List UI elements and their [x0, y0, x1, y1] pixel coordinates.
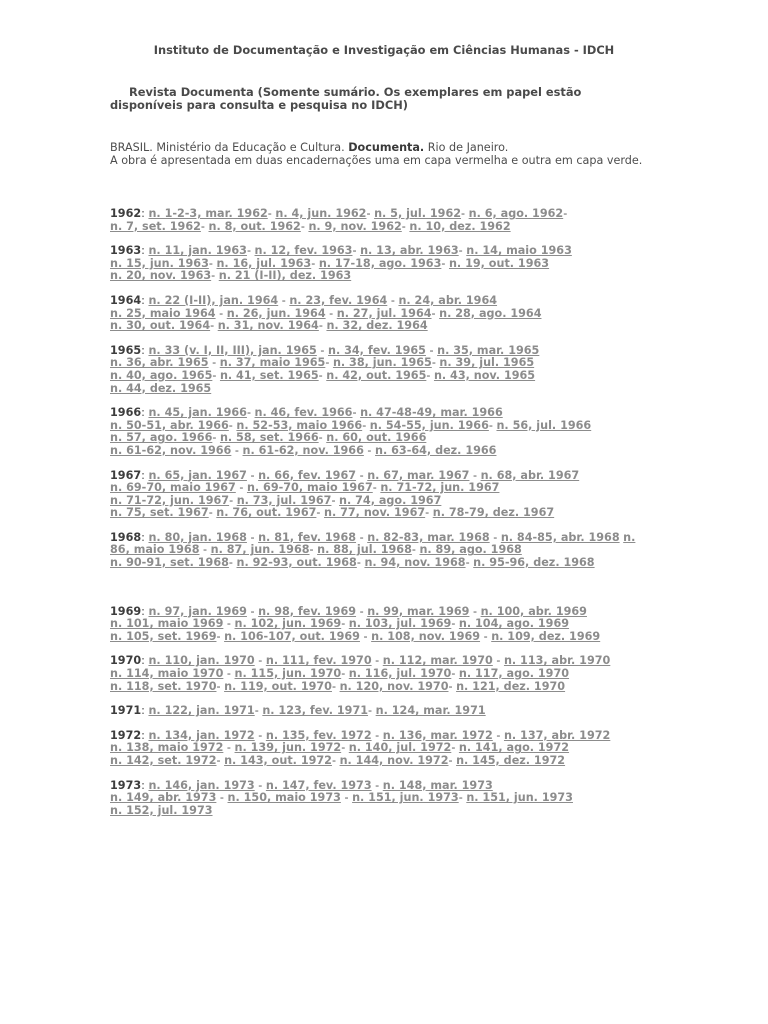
- separator: -: [371, 728, 383, 742]
- separator: -: [469, 604, 481, 618]
- bibliographic-reference: [110, 141, 690, 167]
- issue-link[interactable]: n. 71-72, jun. 1967: [110, 493, 230, 507]
- issue-line: [110, 705, 650, 718]
- issue-link[interactable]: n. 108, nov. 1969: [371, 629, 481, 643]
- reference-note: A obra é apresentada em duas encadernações uma em capa vermelha e outra em capa verde.: [110, 154, 643, 167]
- separator: -: [488, 418, 497, 432]
- issue-link[interactable]: n. 95-96, dez. 1968: [473, 556, 595, 570]
- issue-link[interactable]: n. 138, maio 1972: [110, 741, 224, 755]
- separator: -: [331, 493, 340, 507]
- issue-link[interactable]: n. 21 (I-II), dez. 1963: [218, 269, 352, 283]
- issue-link[interactable]: n. 120, nov. 1970: [339, 679, 449, 693]
- separator: -: [254, 728, 266, 742]
- issue-line: [110, 270, 650, 283]
- issue-link[interactable]: n. 52-53, maio 1966: [236, 418, 363, 432]
- year-label: 1969: [110, 604, 142, 618]
- issue-line: [110, 383, 650, 396]
- year-block-1973: [110, 780, 650, 818]
- issue-link[interactable]: n. 16, jul. 1963: [216, 256, 312, 270]
- issue-link[interactable]: n. 66, fev. 1967: [258, 468, 357, 482]
- issue-link[interactable]: n. 19, out. 1963: [448, 256, 550, 270]
- separator: -: [254, 654, 266, 668]
- year-label: 1973: [110, 778, 142, 792]
- separator: -: [318, 431, 327, 445]
- issue-line: [110, 221, 650, 234]
- issue-link[interactable]: n. 12, fev. 1963: [254, 244, 353, 258]
- separator: -: [362, 418, 370, 432]
- separator: -: [246, 530, 259, 544]
- year-colon: :: [141, 343, 149, 357]
- issue-link[interactable]: n. 77, nov. 1967: [324, 506, 426, 520]
- separator: -: [448, 679, 457, 693]
- separator: -: [212, 431, 220, 445]
- issue-link[interactable]: n. 115, jun. 1970: [234, 667, 342, 681]
- issue-link[interactable]: n. 122, jan. 1971: [148, 704, 255, 718]
- separator: -: [300, 219, 309, 233]
- issue-link[interactable]: n. 148, mar. 1973: [382, 778, 493, 792]
- issue-link[interactable]: n. 17-18, ago. 1963: [318, 256, 442, 270]
- issue-link[interactable]: n. 54-55, jun. 1966: [369, 418, 489, 432]
- issue-link[interactable]: n. 94, nov. 1968: [364, 556, 466, 570]
- year-label: 1965: [110, 343, 142, 357]
- issue-link[interactable]: n. 111, fev. 1970: [265, 654, 372, 668]
- issue-line: [110, 631, 650, 644]
- separator: -: [311, 256, 319, 270]
- issue-link[interactable]: n. 24, abr. 1964: [398, 293, 498, 307]
- issue-link[interactable]: n. 61-62, nov. 1966: [110, 443, 232, 457]
- separator: -: [309, 543, 318, 557]
- issue-link[interactable]: n. 28, ago. 1964: [439, 306, 542, 320]
- issue-link[interactable]: n. 100, abr. 1969: [480, 604, 587, 618]
- issue-link[interactable]: n. 145, dez. 1972: [456, 754, 566, 767]
- page-title: Instituto de Documentação e Investigação em Ciências Humanas - IDCH: [153, 43, 615, 57]
- year-label: 1966: [110, 406, 142, 420]
- separator: -: [216, 791, 228, 805]
- issue-link[interactable]: n. 1-2-3, mar. 1962: [148, 207, 268, 220]
- issue-link[interactable]: n. 150, maio 1973: [227, 791, 341, 805]
- issue-link[interactable]: n. 63-64, dez. 1966: [375, 443, 497, 457]
- separator: -: [228, 556, 237, 570]
- issue-link[interactable]: n. 123, fev. 1971: [262, 704, 369, 718]
- separator: -: [489, 530, 501, 544]
- separator: -: [223, 741, 235, 755]
- issue-link[interactable]: n. 142, set. 1972: [110, 754, 217, 767]
- issue-link[interactable]: n. 97, jan. 1969: [148, 604, 247, 618]
- issue-link[interactable]: n. 65, jan. 1967: [148, 468, 247, 482]
- issue-link[interactable]: n. 113, abr. 1970: [503, 654, 611, 668]
- separator: -: [341, 617, 349, 631]
- issue-link[interactable]: n. 139, jun. 1972: [234, 741, 342, 755]
- issue-link[interactable]: n. 56, jul. 1966: [496, 418, 592, 432]
- issue-link[interactable]: n. 5, jul. 1962: [374, 207, 462, 220]
- year-block-1962: [110, 208, 650, 233]
- separator: -: [411, 543, 420, 557]
- separator: -: [318, 319, 327, 333]
- issue-link[interactable]: n. 31, nov. 1964: [217, 319, 319, 333]
- issue-link[interactable]: n. 152, jul. 1973: [110, 803, 213, 817]
- separator: -: [212, 368, 220, 382]
- issue-link[interactable]: n. 36, abr. 1965: [110, 356, 209, 370]
- separator: -: [228, 418, 237, 432]
- issue-link[interactable]: n. 106-107, out. 1969: [224, 629, 360, 643]
- issue-link[interactable]: n. 14, maio 1963: [466, 244, 572, 258]
- issue-link[interactable]: n. 141, ago. 1972: [458, 741, 570, 755]
- separator: -: [352, 406, 361, 420]
- issue-line: [110, 755, 650, 768]
- issue-link[interactable]: n. 30, out. 1964: [110, 319, 211, 333]
- separator: -: [451, 741, 459, 755]
- issue-link[interactable]: n. 134, jan. 1972: [148, 728, 255, 742]
- issue-link[interactable]: n. 75, set. 1967: [110, 506, 209, 520]
- issue-link[interactable]: n. 144, nov. 1972: [339, 754, 449, 767]
- separator: -: [371, 778, 383, 792]
- issue-line: [110, 557, 650, 570]
- issue-link[interactable]: n. 151, jun. 1973: [466, 791, 573, 805]
- issue-link[interactable]: n. 6, ago. 1962: [468, 207, 564, 220]
- year-colon: :: [141, 728, 149, 742]
- year-block-1968: [110, 532, 650, 570]
- issue-link[interactable]: n. 76, out. 1967: [216, 506, 317, 520]
- year-colon: :: [141, 654, 149, 668]
- year-label: 1971: [110, 704, 142, 718]
- issue-link[interactable]: n. 46, fev. 1966: [254, 406, 353, 420]
- separator: -: [451, 667, 459, 681]
- issue-link[interactable]: n. 110, jan. 1970: [148, 654, 255, 668]
- separator: -: [458, 244, 467, 258]
- separator: -: [208, 356, 220, 370]
- separator: -: [216, 629, 225, 643]
- year-block-1970: [110, 655, 650, 693]
- separator: -: [340, 791, 353, 805]
- issue-link[interactable]: n. 121, dez. 1970: [456, 679, 566, 693]
- issue-link[interactable]: n. 11, jan. 1963: [148, 244, 247, 258]
- issue-link[interactable]: n. 68, abr. 1967: [480, 468, 580, 482]
- issue-link[interactable]: n. 44, dez. 1965: [110, 381, 212, 395]
- issue-link[interactable]: 86, maio 1968: [110, 543, 200, 557]
- separator: -: [254, 704, 263, 718]
- separator: -: [208, 256, 217, 270]
- year-colon: :: [141, 207, 149, 220]
- year-label: 1972: [110, 728, 142, 742]
- issue-link[interactable]: n. 140, jul. 1972: [348, 741, 452, 755]
- separator: -: [318, 368, 327, 382]
- separator: -: [316, 343, 328, 357]
- separator: -: [465, 556, 474, 570]
- separator: -: [331, 754, 340, 767]
- issue-link[interactable]: n. 20, nov. 1963: [110, 269, 212, 283]
- separator: -: [425, 506, 433, 520]
- year-block-1963: [110, 245, 650, 283]
- issue-link[interactable]: n. 40, ago. 1965: [110, 368, 213, 382]
- issue-line: [110, 320, 650, 333]
- issue-link[interactable]: n. 99, mar. 1969: [367, 604, 470, 618]
- year-block-1971: [110, 705, 650, 718]
- issue-link[interactable]: n. 81, fev. 1968: [258, 530, 357, 544]
- year-block-1964: [110, 295, 650, 333]
- year-label: 1970: [110, 654, 142, 668]
- separator: -: [216, 679, 225, 693]
- issue-link[interactable]: n. 109, dez. 1969: [491, 629, 601, 643]
- reference-prefix: BRASIL. Ministério da Educação e Cultura.: [110, 141, 349, 154]
- separator: -: [492, 654, 504, 668]
- issue-link[interactable]: n. 87, jun. 1968: [210, 543, 310, 557]
- issue-link[interactable]: n. 22 (I-II), jan. 1964: [148, 293, 279, 307]
- issue-link[interactable]: n. 37, maio 1965: [219, 356, 326, 370]
- issue-link[interactable]: n. 92-93, out. 1968: [236, 556, 357, 570]
- issue-line: [110, 805, 650, 818]
- separator: -: [492, 728, 504, 742]
- issue-link[interactable]: n. 71-72, jun. 1967: [380, 481, 500, 495]
- year-label: 1967: [110, 468, 142, 482]
- issue-link[interactable]: n. 32, dez. 1964: [326, 319, 428, 333]
- issue-link[interactable]: n. 27, jul. 1964: [336, 306, 432, 320]
- year-label: 1963: [110, 244, 142, 258]
- separator: -: [246, 604, 259, 618]
- issue-link[interactable]: n. 82-83, mar. 1968: [367, 530, 490, 544]
- issue-link[interactable]: n. 146, jan. 1973: [148, 778, 255, 792]
- separator: -: [356, 556, 365, 570]
- separator: -: [461, 207, 469, 220]
- year-block-1966: [110, 407, 650, 457]
- issue-link[interactable]: n. 88, jul. 1968: [317, 543, 412, 557]
- separator: -: [211, 269, 219, 283]
- year-colon: :: [141, 468, 149, 482]
- year-colon: :: [141, 604, 149, 618]
- issue-link[interactable]: n. 13, abr. 1963: [360, 244, 459, 258]
- separator: -: [356, 468, 368, 482]
- issue-link[interactable]: n. 61-62, nov. 1966: [242, 443, 364, 457]
- year-colon: :: [141, 530, 149, 544]
- separator: -: [229, 493, 237, 507]
- year-block-1972: [110, 730, 650, 768]
- issue-link[interactable]: n.: [623, 530, 636, 544]
- separator: -: [371, 654, 383, 668]
- separator: -: [366, 207, 375, 220]
- separator: -: [458, 791, 467, 805]
- separator: -: [426, 368, 434, 382]
- separator: -: [341, 667, 349, 681]
- separator: -: [246, 406, 255, 420]
- year-colon: :: [141, 293, 149, 307]
- issue-link[interactable]: n. 26, jun. 1964: [226, 306, 326, 320]
- separator: -: [425, 343, 438, 357]
- separator: -: [401, 219, 410, 233]
- issue-link[interactable]: n. 137, abr. 1972: [503, 728, 611, 742]
- issue-link[interactable]: n. 47-48-49, mar. 1966: [360, 406, 503, 420]
- issue-link[interactable]: n. 34, fev. 1965: [328, 343, 426, 357]
- year-label: 1968: [110, 530, 142, 544]
- separator: -: [210, 319, 218, 333]
- separator: -: [356, 604, 368, 618]
- issue-link[interactable]: n. 50-51, abr. 1966: [110, 418, 229, 432]
- separator: -: [480, 629, 492, 643]
- issue-link[interactable]: n. 136, mar. 1972: [382, 728, 493, 742]
- separator: -: [325, 306, 337, 320]
- issue-link[interactable]: n. 143, out. 1972: [224, 754, 332, 767]
- issue-link[interactable]: n. 69-70, maio 1967: [110, 481, 236, 495]
- issue-link[interactable]: n. 98, fev. 1969: [258, 604, 357, 618]
- issue-link[interactable]: n. 135, fev. 1972: [265, 728, 372, 742]
- issue-link[interactable]: n. 58, set. 1966: [219, 431, 319, 445]
- issue-link[interactable]: n. 104, ago. 1969: [458, 617, 570, 631]
- separator: -: [246, 244, 255, 258]
- issue-link[interactable]: n. 124, mar. 1971: [375, 704, 486, 718]
- issue-link[interactable]: n. 38, jun. 1965: [332, 356, 432, 370]
- separator: -: [363, 443, 376, 457]
- year-colon: :: [141, 406, 149, 420]
- issue-link[interactable]: n. 7, set. 1962: [110, 219, 201, 233]
- year-colon: :: [141, 244, 149, 258]
- separator: -: [216, 754, 225, 767]
- issue-link[interactable]: n. 114, maio 1970: [110, 667, 224, 681]
- separator: -: [325, 356, 333, 370]
- separator: -: [356, 530, 368, 544]
- issue-link[interactable]: n. 117, ago. 1970: [458, 667, 570, 681]
- issue-line: [110, 681, 650, 694]
- year-block-1965: [110, 345, 650, 395]
- journal-title: Documenta.: [348, 141, 425, 154]
- separator: -: [254, 778, 266, 792]
- issue-link[interactable]: n. 25, maio 1964: [110, 306, 216, 320]
- separator: -: [316, 506, 324, 520]
- issue-link[interactable]: n. 35, mar. 1965: [437, 343, 540, 357]
- issue-link[interactable]: n. 33 (v. I, II, III), jan. 1965: [148, 343, 317, 357]
- issue-link[interactable]: n. 42, out. 1965: [326, 368, 427, 382]
- issue-link[interactable]: n. 116, jul. 1970: [348, 667, 452, 681]
- issue-line: [110, 445, 650, 458]
- issue-link[interactable]: n. 112, mar. 1970: [382, 654, 493, 668]
- issue-link[interactable]: n. 8, out. 1962: [208, 219, 301, 233]
- issue-link[interactable]: n. 9, nov. 1962: [308, 219, 402, 233]
- separator: -: [199, 543, 211, 557]
- separator: -: [331, 679, 340, 693]
- issue-link[interactable]: n. 60, out. 1966: [326, 431, 427, 445]
- reference-place: Rio de Janeiro.: [424, 141, 509, 154]
- separator: -: [431, 356, 440, 370]
- issue-link[interactable]: n. 80, jan. 1968: [148, 530, 247, 544]
- separator: -: [359, 629, 372, 643]
- separator: -: [231, 443, 243, 457]
- issue-link[interactable]: n. 84-85, abr. 1968: [500, 530, 620, 544]
- issue-link[interactable]: n. 89, ago. 1968: [419, 543, 522, 557]
- separator: -: [278, 293, 290, 307]
- issue-link[interactable]: n. 78-79, dez. 1967: [432, 506, 555, 520]
- separator: -: [387, 293, 399, 307]
- year-colon: :: [141, 778, 149, 792]
- issue-link[interactable]: n. 41, set. 1965: [219, 368, 319, 382]
- issue-link[interactable]: n. 10, dez. 1962: [409, 219, 511, 233]
- issue-link[interactable]: n. 4, jun. 1962: [275, 207, 367, 220]
- separator: -: [223, 667, 235, 681]
- separator: -: [341, 741, 349, 755]
- issue-line: [110, 507, 650, 520]
- separator: -: [235, 481, 247, 495]
- year-block-1969: [110, 606, 650, 644]
- issue-link[interactable]: n. 69-70, maio 1967: [246, 481, 373, 495]
- separator: -: [368, 704, 376, 718]
- issue-index: [110, 208, 650, 817]
- issue-link[interactable]: n. 90-91, set. 1968: [110, 556, 229, 570]
- issue-link[interactable]: n. 103, jul. 1969: [348, 617, 452, 631]
- issue-link[interactable]: n. 118, set. 1970: [110, 679, 217, 693]
- issue-link[interactable]: n. 15, jun. 1963: [110, 256, 209, 270]
- separator: -: [441, 256, 449, 270]
- issue-link[interactable]: n. 45, jan. 1966: [148, 406, 247, 420]
- issue-link[interactable]: n. 119, out. 1970: [224, 679, 332, 693]
- issue-link[interactable]: n. 43, nov. 1965: [433, 368, 536, 382]
- separator: -: [563, 207, 568, 220]
- year-block-1967: [110, 470, 650, 520]
- issue-link[interactable]: n. 149, abr. 1973: [110, 791, 217, 805]
- issue-link[interactable]: n. 102, jun. 1969: [234, 617, 342, 631]
- separator: -: [352, 244, 361, 258]
- separator: -: [448, 754, 457, 767]
- issue-link[interactable]: n. 101, maio 1969: [110, 617, 224, 631]
- year-label: 1964: [110, 293, 142, 307]
- issue-link[interactable]: n. 74, ago. 1967: [339, 493, 442, 507]
- year-label: 1962: [110, 207, 142, 220]
- issue-link[interactable]: n. 73, jul. 1967: [236, 493, 332, 507]
- separator: -: [200, 219, 209, 233]
- separator: -: [215, 306, 227, 320]
- page-subtitle: Revista Documenta (Somente sumário. Os exemplares em papel estão disponíveis para consulta e pesquisa no IDCH): [110, 85, 582, 112]
- separator: -: [267, 207, 276, 220]
- separator: -: [451, 617, 459, 631]
- issue-link[interactable]: n. 67, mar. 1967: [367, 468, 470, 482]
- issue-link[interactable]: n. 23, fev. 1964: [289, 293, 388, 307]
- issue-link[interactable]: n. 105, set. 1969: [110, 629, 217, 643]
- issue-link[interactable]: n. 39, jul. 1965: [439, 356, 535, 370]
- separator: -: [372, 481, 381, 495]
- issue-link[interactable]: n. 151, jun. 1973: [352, 791, 459, 805]
- separator: -: [431, 306, 440, 320]
- separator: -: [208, 506, 217, 520]
- separator: -: [223, 617, 235, 631]
- separator: -: [246, 468, 259, 482]
- issue-link[interactable]: n. 147, fev. 1973: [265, 778, 372, 792]
- issue-link[interactable]: n. 57, ago. 1966: [110, 431, 213, 445]
- separator: -: [469, 468, 481, 482]
- year-colon: :: [141, 704, 149, 718]
